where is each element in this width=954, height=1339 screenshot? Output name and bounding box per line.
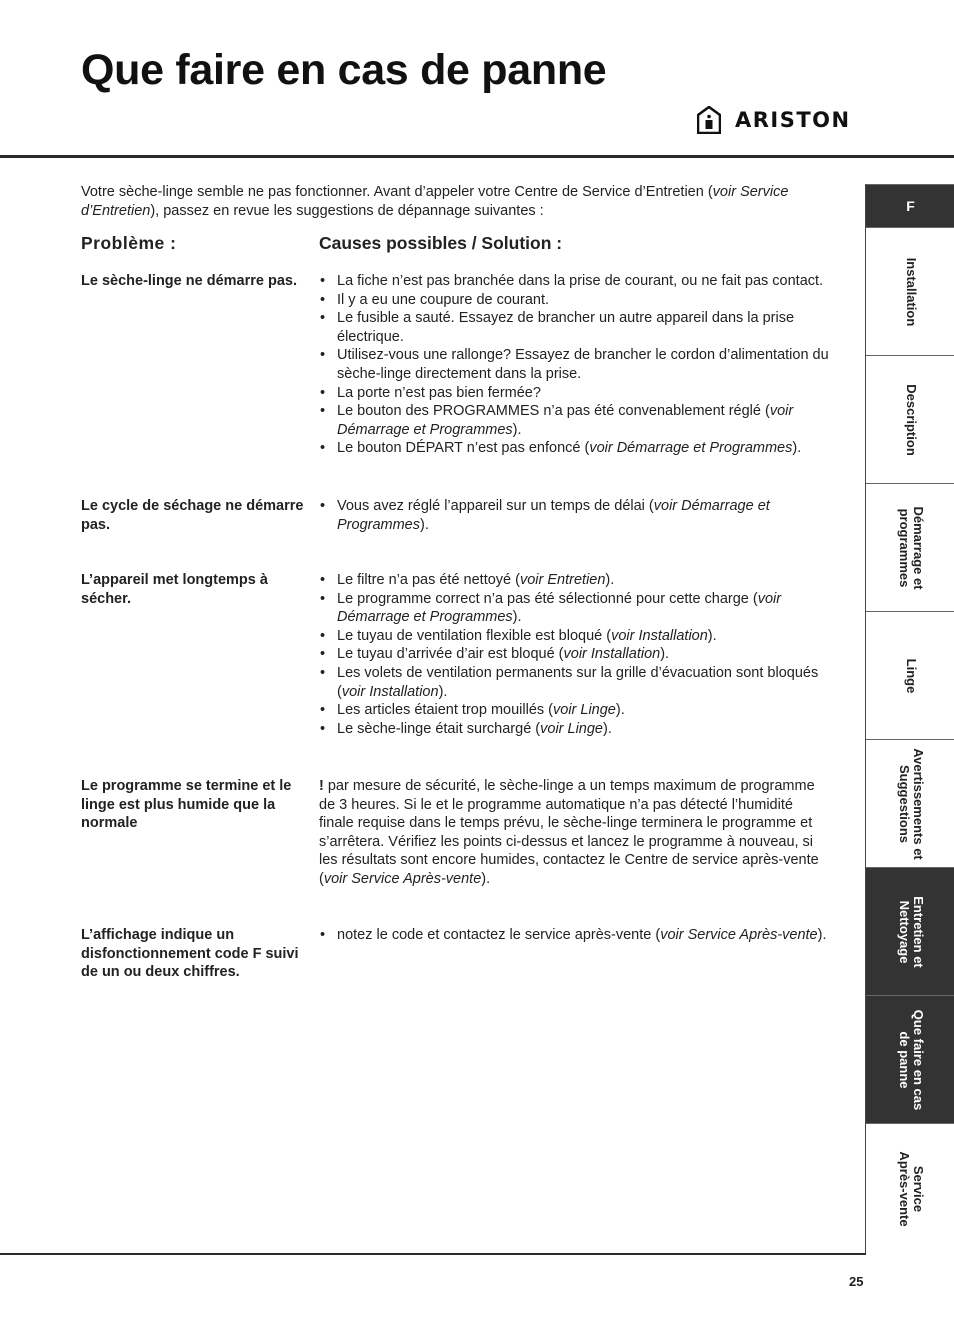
text-run: Le bouton des PROGRAMMES n’a pas été convenablement réglé ( <box>337 403 770 420</box>
footer-divider <box>0 1253 866 1255</box>
list-item <box>319 926 831 945</box>
cross-reference: voir Linge <box>553 702 616 719</box>
page-number: 25 <box>849 1274 864 1289</box>
list-item <box>319 664 831 701</box>
text-run: La fiche n’est pas branchée dans la prise de courant, ou ne fait pas contact. <box>337 273 824 289</box>
tab-avertissements[interactable] <box>866 739 954 867</box>
cross-reference: voir Démarrage et Programmes <box>337 403 794 438</box>
text-run: Le programme correct n’a pas été sélectionné pour cette charge ( <box>337 590 758 607</box>
text-run: ). <box>512 421 522 438</box>
list-item <box>319 720 831 739</box>
list-item <box>319 309 831 346</box>
tab-que-faire[interactable] <box>866 995 954 1123</box>
list-item <box>319 497 831 534</box>
cross-reference: voir Service Après-vente <box>660 927 818 943</box>
brand-logo <box>697 106 851 134</box>
tab-label: Avertissements et Suggestions <box>896 747 926 860</box>
problem-label: Le programme se termine et le linge est plus humide que la normale <box>81 778 292 832</box>
text-run: ). <box>792 440 802 457</box>
tab-label: Installation <box>903 257 919 326</box>
tab-label: Entretien et Nettoyage <box>896 895 926 968</box>
list-item <box>319 645 831 664</box>
cross-reference: voir Service d’Entretien <box>81 184 789 219</box>
text-run: ). <box>660 646 670 663</box>
cross-reference: voir Installation <box>563 646 661 663</box>
text-run: Le tuyau d’arrivée d’air est bloqué ( <box>337 646 564 663</box>
list-item <box>319 627 831 646</box>
cause-list <box>319 926 831 945</box>
text-run: ), passez en revue les suggestions de dépannage suivantes : <box>150 203 544 219</box>
section-sidebar <box>865 184 954 1254</box>
text-run: Votre sèche-linge semble ne pas fonctionner. Avant d’appeler votre Centre de Service d’Entretien ( <box>81 184 713 200</box>
cause-list <box>319 272 831 458</box>
text-run: La porte n’est pas bien fermée? <box>337 384 541 401</box>
list-item <box>319 272 831 291</box>
tab-label: F <box>906 198 915 214</box>
problem-label: L’affichage indique un disfonctionnement code F suivi de un ou deux chiffres. <box>81 927 299 981</box>
problem-label: Le sèche-linge ne démarre pas. <box>81 273 297 289</box>
list-item <box>319 384 831 403</box>
text-run: Le sèche-linge était surchargé ( <box>337 720 541 737</box>
cross-reference: voir Installation <box>611 627 708 644</box>
text-run: ). <box>420 516 429 533</box>
text-run: ). <box>605 572 615 588</box>
text-run: ). <box>603 720 612 737</box>
cross-reference: voir Démarrage et Programmes <box>589 440 793 457</box>
text-run: ). <box>817 927 827 943</box>
text-run: ). <box>512 609 522 626</box>
column-header-causes: Causes possibles / Solution : <box>319 233 563 253</box>
text-run: Le fusible a sauté. Essayez de brancher un autre appareil dans la prise électrique. <box>337 310 795 345</box>
cross-reference: voir Installation <box>341 683 439 700</box>
house-logo-icon <box>697 106 721 134</box>
cause-list <box>319 497 831 534</box>
tab-installation[interactable] <box>866 227 954 355</box>
problem-label: L’appareil met longtemps à sécher. <box>81 572 268 607</box>
text-run: Utilisez-vous une rallonge? Essayez de brancher le cordon d’alimentation du sèche-linge directement dans la prise. <box>337 347 829 382</box>
list-item <box>319 439 831 458</box>
column-header-problem: Problème : <box>81 233 177 253</box>
cross-reference: voir Démarrage et Programmes <box>337 498 770 533</box>
tab-description[interactable] <box>866 355 954 483</box>
text-run: Le bouton DÉPART n’est pas enfoncé ( <box>337 440 590 457</box>
tab-entretien[interactable] <box>866 867 954 995</box>
text-run: par mesure de sécurité, le sèche-linge a un temps maximum de programme de 3 heures. Si le et le programme automatique n’a pas détecté l’humidité finale requise dans le temps prévu, le sèche-linge terminera le programme et s’arrêtera. Vérifiez les points ci-dessus et lancez le programme à nouveau, si les résultats sont encore humides, contactez le Centre de service après-vente ( <box>319 778 819 887</box>
cause-list <box>319 571 831 738</box>
cause-paragraph <box>319 777 831 889</box>
list-item <box>319 291 831 310</box>
list-item <box>319 571 831 590</box>
tab-label: Que faire en cas de panne <box>896 1009 926 1110</box>
tab-label: Description <box>903 383 919 456</box>
cross-reference: voir Linge <box>540 720 603 737</box>
list-item <box>319 701 831 720</box>
text-run: ). <box>438 683 448 700</box>
cross-reference: voir Service Après-vente <box>323 870 482 887</box>
text-run: Vous avez réglé l’appareil sur un temps de délai ( <box>337 498 654 514</box>
text-run: Les articles étaient trop mouillés ( <box>337 702 553 719</box>
problem-label: Le cycle de séchage ne démarre pas. <box>81 498 304 533</box>
list-item <box>319 402 831 439</box>
text-run: ). <box>615 702 625 719</box>
brand-name: ARISTON <box>735 108 851 132</box>
tab-service[interactable] <box>866 1123 954 1254</box>
tab-linge[interactable] <box>866 611 954 739</box>
text-run: Le filtre n’a pas été nettoyé ( <box>337 572 520 588</box>
text-run: Il y a eu une coupure de courant. <box>337 291 550 308</box>
tab-label: Démarrage et programmes <box>896 505 926 590</box>
tab-demarrage[interactable] <box>866 483 954 611</box>
tab-language[interactable] <box>866 184 954 227</box>
cross-reference: voir Entretien <box>519 572 606 588</box>
cross-reference: voir Démarrage et Programmes <box>337 590 782 626</box>
text-run: notez le code et contactez le service après-vente ( <box>337 927 661 943</box>
list-item <box>319 590 831 627</box>
text-run: ). <box>707 627 717 644</box>
text-run: ). <box>481 870 491 887</box>
tab-label: Linge <box>903 658 919 693</box>
list-item <box>319 346 831 383</box>
text-run: Le tuyau de ventilation flexible est bloqué ( <box>337 627 612 644</box>
warning-mark: ! <box>319 778 328 794</box>
page-title: Que faire en cas de panne <box>81 46 607 94</box>
tab-label: Service Après-vente <box>896 1151 926 1227</box>
text-run: Les volets de ventilation permanents sur la grille d’évacuation sont bloqués ( <box>337 664 819 700</box>
intro-text <box>81 183 826 221</box>
header-divider <box>0 155 954 158</box>
